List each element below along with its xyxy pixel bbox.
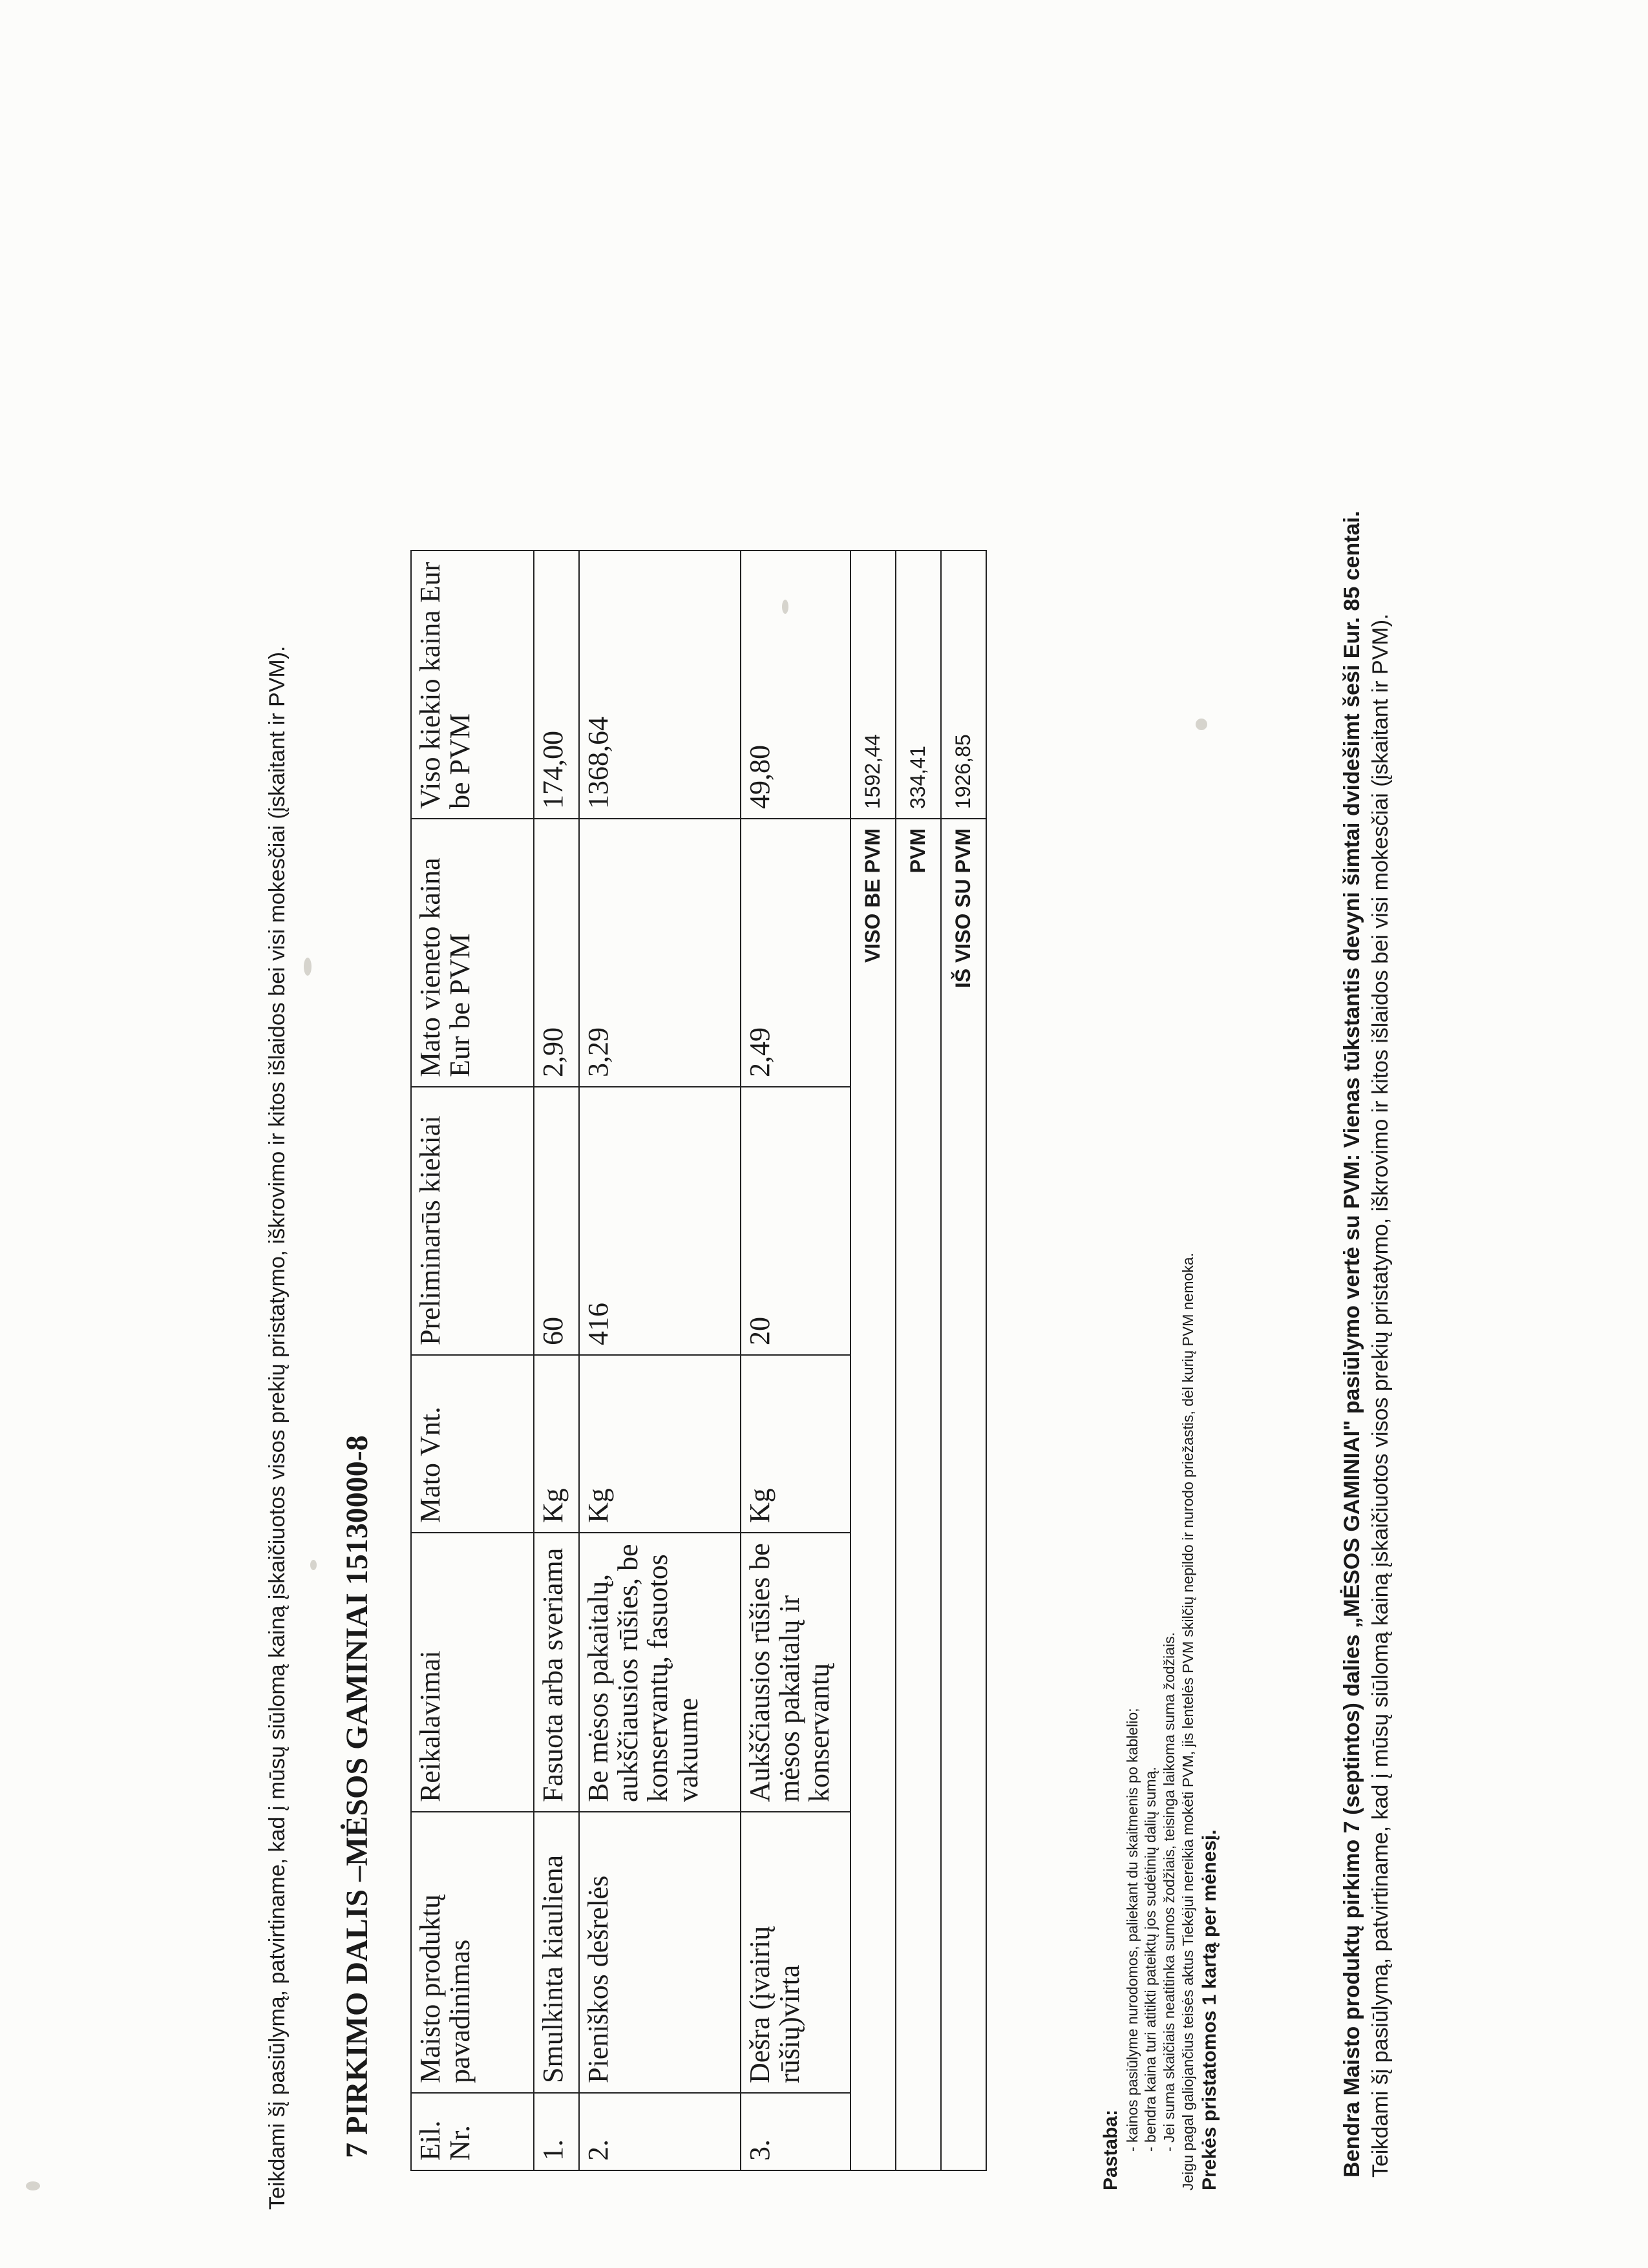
row-total: 1368,64: [579, 551, 741, 819]
notes-title: Pastaba:: [1100, 2109, 1121, 2190]
summary-label: VISO BE PVM: [850, 819, 896, 2170]
summary-row-gross: [941, 551, 986, 2170]
header-nr: Eil. Nr.: [411, 2093, 534, 2170]
table-row: [741, 551, 850, 2170]
table-header-row: [411, 551, 534, 2170]
scan-speck: [1196, 719, 1207, 730]
delivery-note: Prekės pristatomos 1 kartą per mėnesį.: [1198, 1829, 1220, 2190]
note-item: - kainos pasiūlyme nurodomos, paliekant du skaitmenis po kablelio;: [1123, 252, 1142, 2152]
row-unit: Kg: [534, 1355, 579, 1533]
row-requirements: Fasuota arba sveriama: [534, 1533, 579, 1812]
row-unit-price: 2,90: [534, 819, 579, 1087]
row-nr: 2.: [579, 2093, 741, 2170]
row-requirements: Aukščiausios rūšies be mėsos pakaitalų ir konservantų: [741, 1533, 850, 1812]
scan-speck: [304, 958, 312, 976]
row-requirements: Be mėsos pakaitalų, aukščiausios rūšies, be konservantų, fasuotos vakuume: [579, 1533, 741, 1812]
summary-label: IŠ VISO SU PVM: [941, 819, 986, 2170]
note-item: - bendra kaina turi atitikti pateiktų jos sudėtinių dalių sumą.: [1141, 252, 1160, 2152]
header-total: Viso kiekio kaina Eur be PVM: [411, 551, 534, 819]
row-name: Smulkinta kiauliena: [534, 1812, 579, 2093]
header-unit: Mato Vnt.: [411, 1355, 534, 1533]
row-unit: Kg: [579, 1355, 741, 1533]
row-nr: 3.: [741, 2093, 850, 2170]
row-name: Pieniškos dešrelės: [579, 1812, 741, 2093]
scan-speck: [26, 2181, 40, 2190]
header-unit-price: Mato vieneto kaina Eur be PVM: [411, 819, 534, 1087]
confirmation-line: Teikdami šį pasiūlymą, patvirtiname, kad į mūsų siūlomą kainą įskaičiuotos visos prekių pristatymo, iškrovimo ir kitos išlaidos bei visi mokesčiai (įskaitant ir PVM).: [1368, 613, 1393, 2178]
total-value-line: Bendra Maisto produktų pirkimo 7 (septintos) dalies „MĖSOS GAMINIAI" pasiūlymo vertė su PVM: Vienas tūkstantis devyni šimtai dvidešimt šeši Eur. 85 centai.: [1340, 510, 1364, 2178]
note-item: - Jei suma skaičiais neatitinka sumos žodžiais, teisinga laikoma suma žodžiais.: [1160, 252, 1179, 2152]
summary-row-vat: [896, 551, 941, 2170]
row-total: 49,80: [741, 551, 850, 819]
summary-label: PVM: [896, 819, 941, 2170]
summary-value: 1926,85: [941, 551, 986, 819]
price-table: [410, 550, 987, 2171]
row-quantity: 416: [579, 1087, 741, 1355]
header-quantity: Preliminarūs kiekiai: [411, 1087, 534, 1355]
row-unit-price: 2,49: [741, 819, 850, 1087]
lot-heading: 7 PIRKIMO DALIS –MĖSOS GAMINIAI 15130000-8: [340, 1435, 374, 2158]
summary-value: 334,41: [896, 551, 941, 819]
summary-value: 1592,44: [850, 551, 896, 819]
footer-block: [1338, 78, 1395, 2178]
notes-block: [1099, 252, 1221, 2190]
row-quantity: 20: [741, 1087, 850, 1355]
header-requirements: Reikalavimai: [411, 1533, 534, 1812]
intro-text: Teikdami šį pasiūlymą, patvirtiname, kad į mūsų siūlomą kainą įskaičiuotos visos prekių pristatymo, iškrovimo ir kitos išlaidos bei visi mokesčiai (įskaitant ir PVM).: [265, 646, 290, 2210]
row-quantity: 60: [534, 1087, 579, 1355]
notes-list: [1123, 252, 1179, 2190]
row-unit-price: 3,29: [579, 819, 741, 1087]
scan-speck: [310, 1560, 317, 1570]
table-row: [534, 551, 579, 2170]
row-unit: Kg: [741, 1355, 850, 1533]
summary-row-net: [850, 551, 896, 2170]
row-nr: 1.: [534, 2093, 579, 2170]
vat-note: Jeigu pagal galiojančius teisės aktus Tiekėjui nereikia mokėti PVM, jis lentelės PVM skilčių nepildo ir nurodo priežastis, dėl kurių PVM nemoka.: [1179, 1253, 1196, 2190]
scan-speck: [782, 600, 788, 614]
table-row: [579, 551, 741, 2170]
header-name: Maisto produktų pavadinimas: [411, 1812, 534, 2093]
row-name: Dešra (įvairių rūšių)virta: [741, 1812, 850, 2093]
row-total: 174,00: [534, 551, 579, 819]
